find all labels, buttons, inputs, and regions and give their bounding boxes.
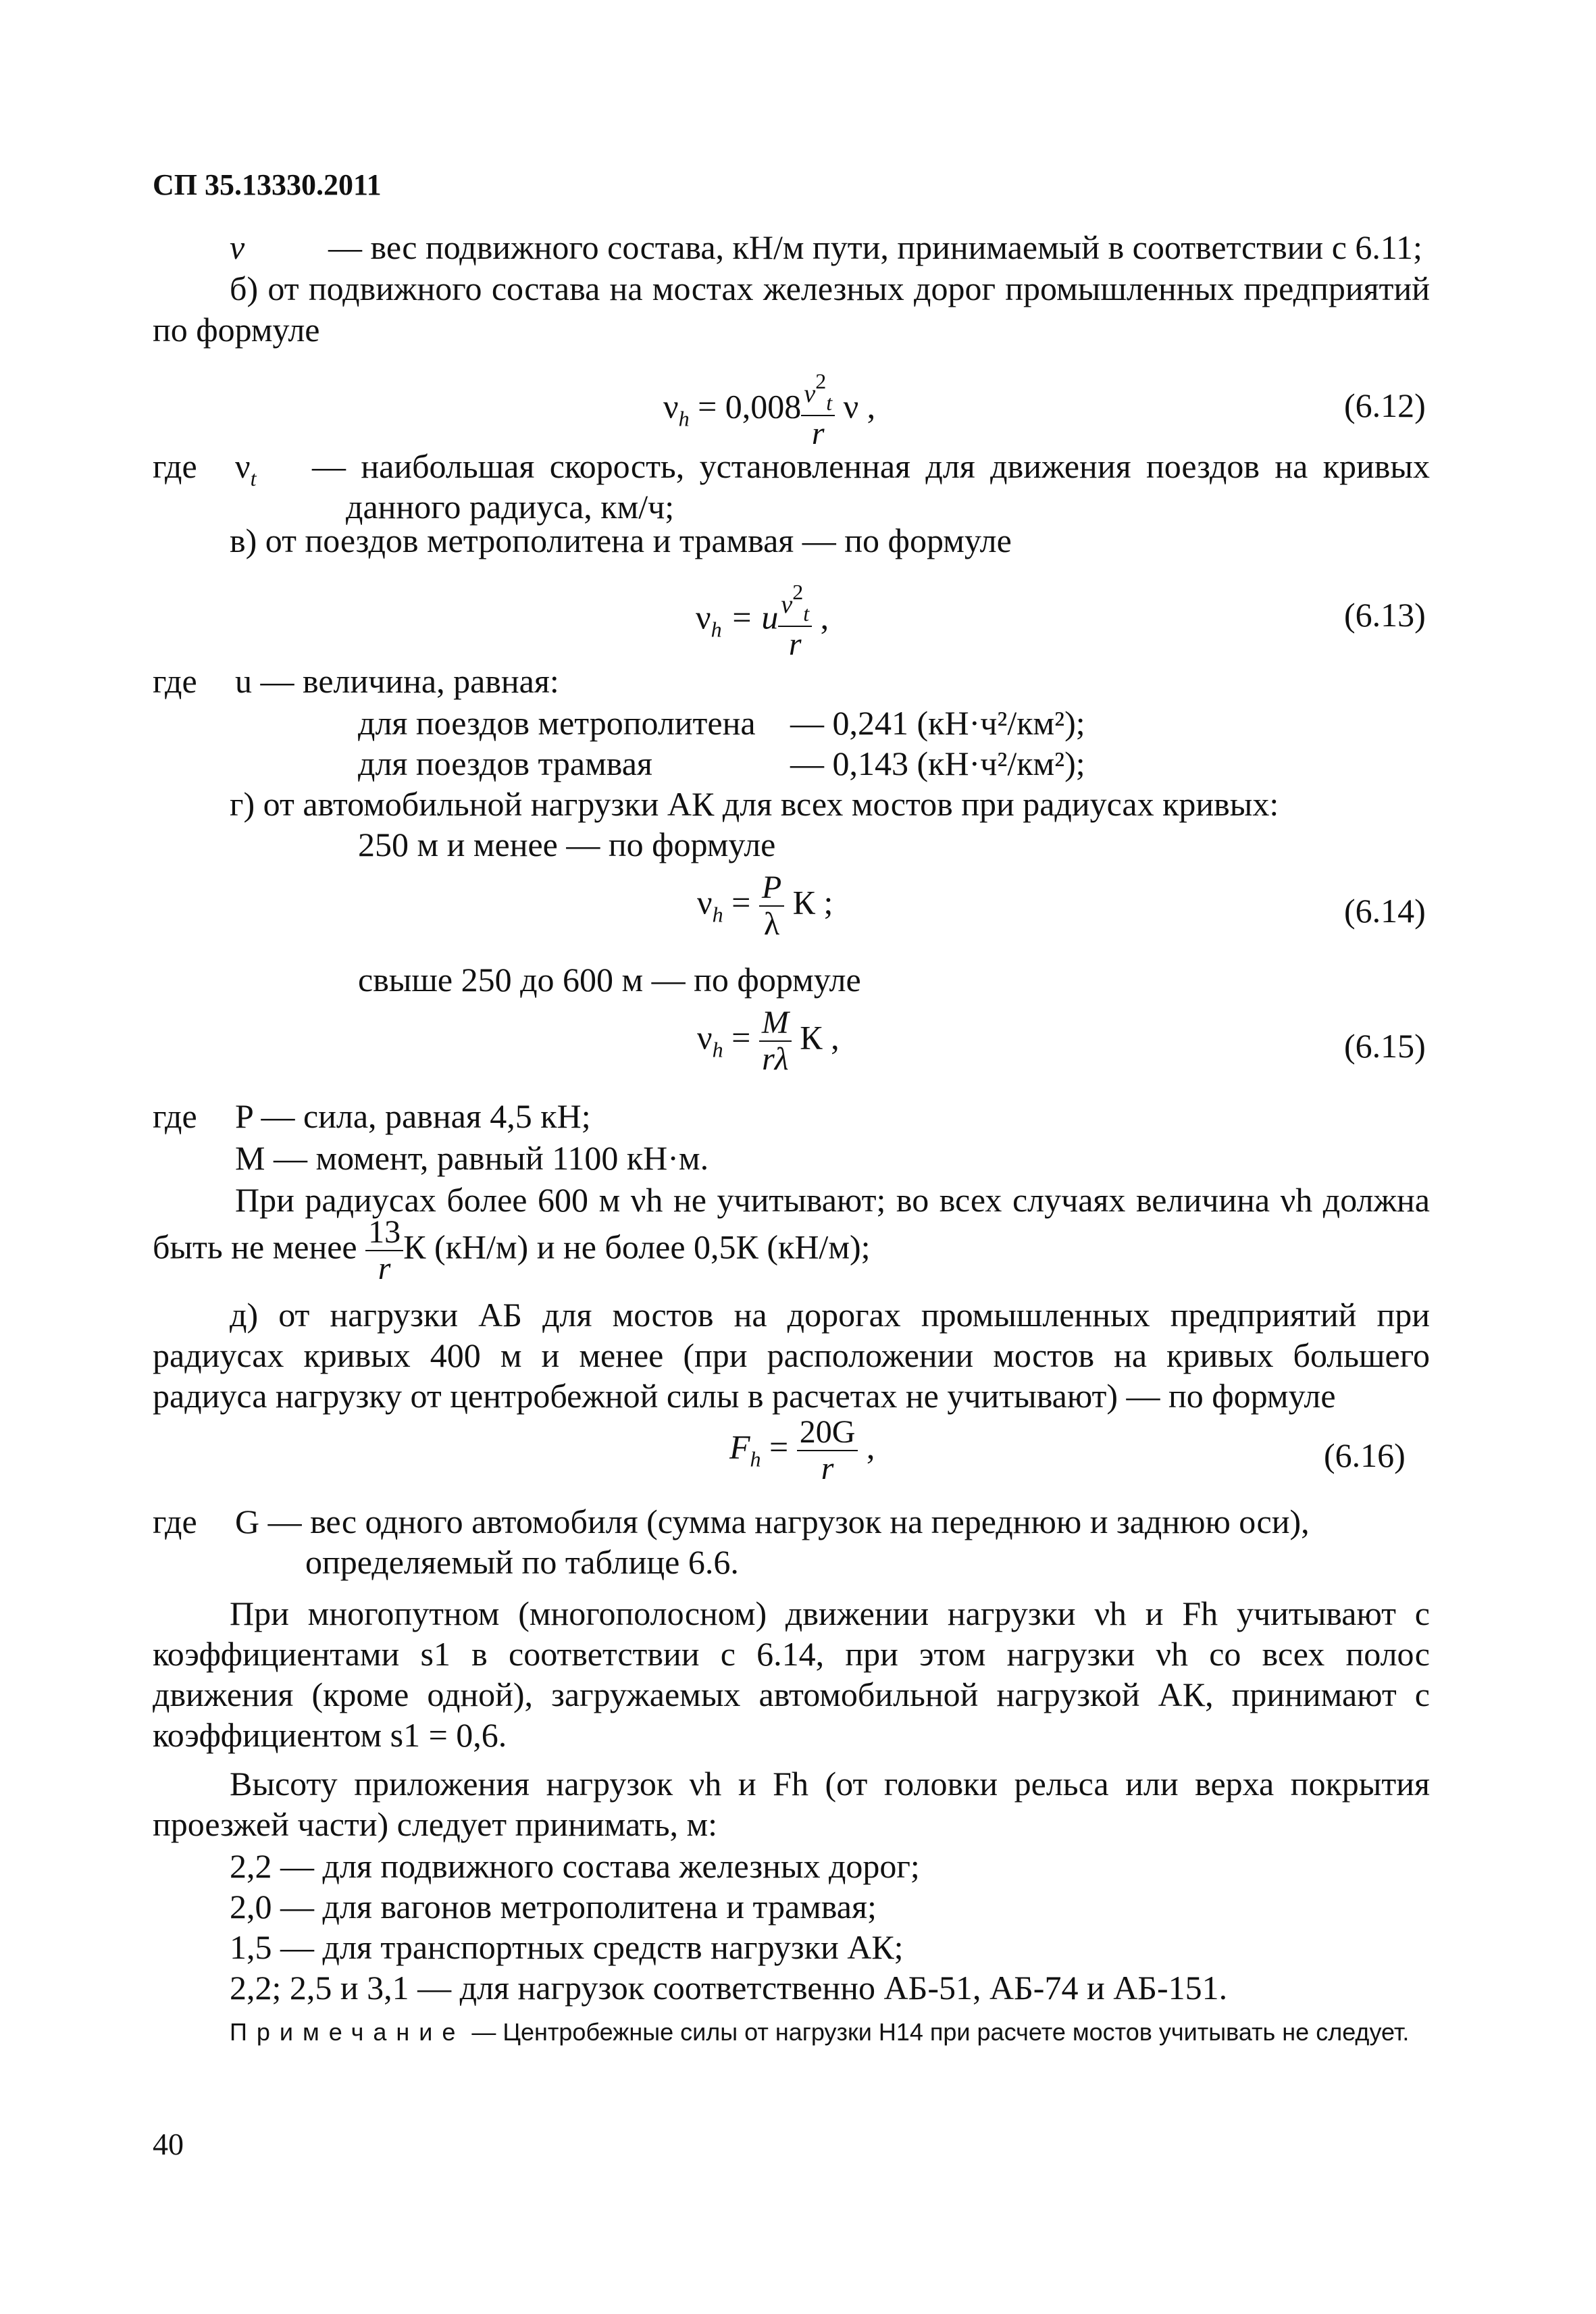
item-b-cont: по формуле: [153, 311, 320, 349]
item-v: в) от поездов метрополитена и трамвая — по формуле: [230, 522, 1012, 559]
note-label: Примечание: [230, 2018, 465, 2046]
definition-u: u — величина, равная:: [235, 662, 559, 700]
equation-6-12: $\nu_h = 0,008$ $\frac{v^2_t}{r}$ ν ,: [663, 369, 876, 451]
tram-value: — 0,143 (кН·ч²/км²);: [790, 745, 1085, 782]
multilane-para-2: коэффициентами s1 в соответствии с 6.14, при этом нагрузки νh со всех полос: [153, 1635, 1430, 1673]
item-d: д) от нагрузки АБ для мостов на дорогах промышленных предприятий при: [230, 1296, 1430, 1334]
where-label: где: [153, 1503, 197, 1540]
definition-g-cont: определяемый по таблице 6.6.: [305, 1543, 739, 1581]
fraction: $\frac{v^2_t}{r}$: [778, 581, 812, 661]
height-para-1: Высоту приложения нагрузок νh и Fh (от головки рельса или верха покрытия: [230, 1765, 1430, 1803]
definition-g: G — вес одного автомобиля (сумма нагрузок на переднюю и заднюю оси),: [235, 1503, 1310, 1540]
fraction: $\frac{20G}{r}$: [797, 1416, 858, 1485]
height-metro: 2,0 — для вагонов метрополитена и трамвая;: [230, 1888, 877, 1926]
definition-m: M — момент, равный 1100 кН·м.: [235, 1139, 709, 1177]
note-text: — Центробежные силы от нагрузки Н14 при расчете мостов учитывать не следует.: [465, 2018, 1410, 2046]
where-label: где: [153, 447, 197, 485]
equation-number-6-16: (6.16): [1324, 1436, 1406, 1474]
definition-vt: — наибольшая скорость, установленная для движения поездов на кривых: [312, 447, 1430, 485]
height-rail: 2,2 — для подвижного состава железных дорог;: [230, 1847, 920, 1885]
document-code: СП 35.13330.2011: [153, 168, 382, 201]
metro-value: — 0,241 (кН·ч²/км²);: [790, 704, 1085, 742]
definition-v: — вес подвижного состава, кН/м пути, принимаемый в соответствии с 6.11;: [328, 228, 1422, 266]
fraction: $\frac{P}{\lambda}$: [759, 872, 784, 940]
tram-label: для поездов трамвая: [358, 745, 652, 782]
multilane-para-4: коэффициентом s1 = 0,6.: [153, 1716, 507, 1754]
radius-note: При радиусах более 600 м νh не учитывают; во всех случаях величина νh должна: [235, 1181, 1430, 1219]
item-d-cont-1: радиусах кривых 400 м и менее (при расположении мостов на кривых большего: [153, 1336, 1430, 1374]
height-ab: 2,2; 2,5 и 3,1 — для нагрузок соответственно АБ-51, АБ-74 и АБ-151.: [230, 1969, 1228, 2007]
fraction: $\frac{M}{r\lambda}$: [759, 1007, 792, 1076]
where-label: где: [153, 662, 197, 700]
fraction: $\frac{13}{r}$: [365, 1216, 403, 1285]
equation-6-14: $\nu_h$ = $\frac{P}{\lambda}$ К ;: [697, 870, 833, 942]
radius-limits: быть не менее $\frac{13}{r}$ К (кН/м) и не более 0,5К (кН/м);: [153, 1214, 871, 1286]
item-d-cont-2: радиуса нагрузку от центробежной силы в расчетах не учитывают) — по формуле: [153, 1377, 1336, 1415]
item-b: б) от подвижного состава на мостах железных дорог промышленных предприятий: [230, 270, 1430, 307]
page-number: 40: [153, 2127, 184, 2161]
metro-label: для поездов метрополитена: [358, 704, 756, 742]
height-para-2: проезжей части) следует принимать, м:: [153, 1805, 718, 1843]
equation-number-6-15: (6.15): [1344, 1027, 1426, 1065]
case-250: 250 м и менее — по формуле: [358, 826, 776, 863]
symbol-vt: $\nu_t$: [235, 447, 257, 491]
note: [230, 2015, 1432, 2050]
equation-number-6-14: (6.14): [1344, 892, 1426, 930]
item-g: г) от автомобильной нагрузки АК для всех мостов при радиусах кривых:: [230, 785, 1279, 823]
fraction: $\frac{v^2_t}{r}$: [801, 370, 835, 450]
equation-number-6-12: (6.12): [1344, 386, 1426, 424]
definition-vt-cont: данного радиуса, км/ч;: [346, 488, 675, 526]
where-label: где: [153, 1097, 197, 1135]
equation-6-13: $\nu_h = u$ $\frac{v^2_t}{r}$ ,: [696, 580, 829, 662]
height-ak: 1,5 — для транспортных средств нагрузки АК;: [230, 1928, 904, 1966]
equation-number-6-13: (6.13): [1344, 596, 1426, 634]
multilane-para-3: движения (кроме одной), загружаемых автомобильной нагрузкой АК, принимают с: [153, 1676, 1430, 1713]
equation-6-16: $F_h$ = $\frac{20G}{r}$ ,: [729, 1414, 875, 1486]
definition-p: P — сила, равная 4,5 кН;: [235, 1097, 591, 1135]
case-600: свыше 250 до 600 м — по формуле: [358, 961, 861, 999]
equation-6-15: $\nu_h$ = $\frac{M}{r\lambda}$ К ,: [697, 1005, 840, 1077]
symbol-v: v: [230, 228, 245, 266]
multilane-para-1: При многопутном (многополосном) движении нагрузки νh и Fh учитывают с: [230, 1594, 1430, 1632]
